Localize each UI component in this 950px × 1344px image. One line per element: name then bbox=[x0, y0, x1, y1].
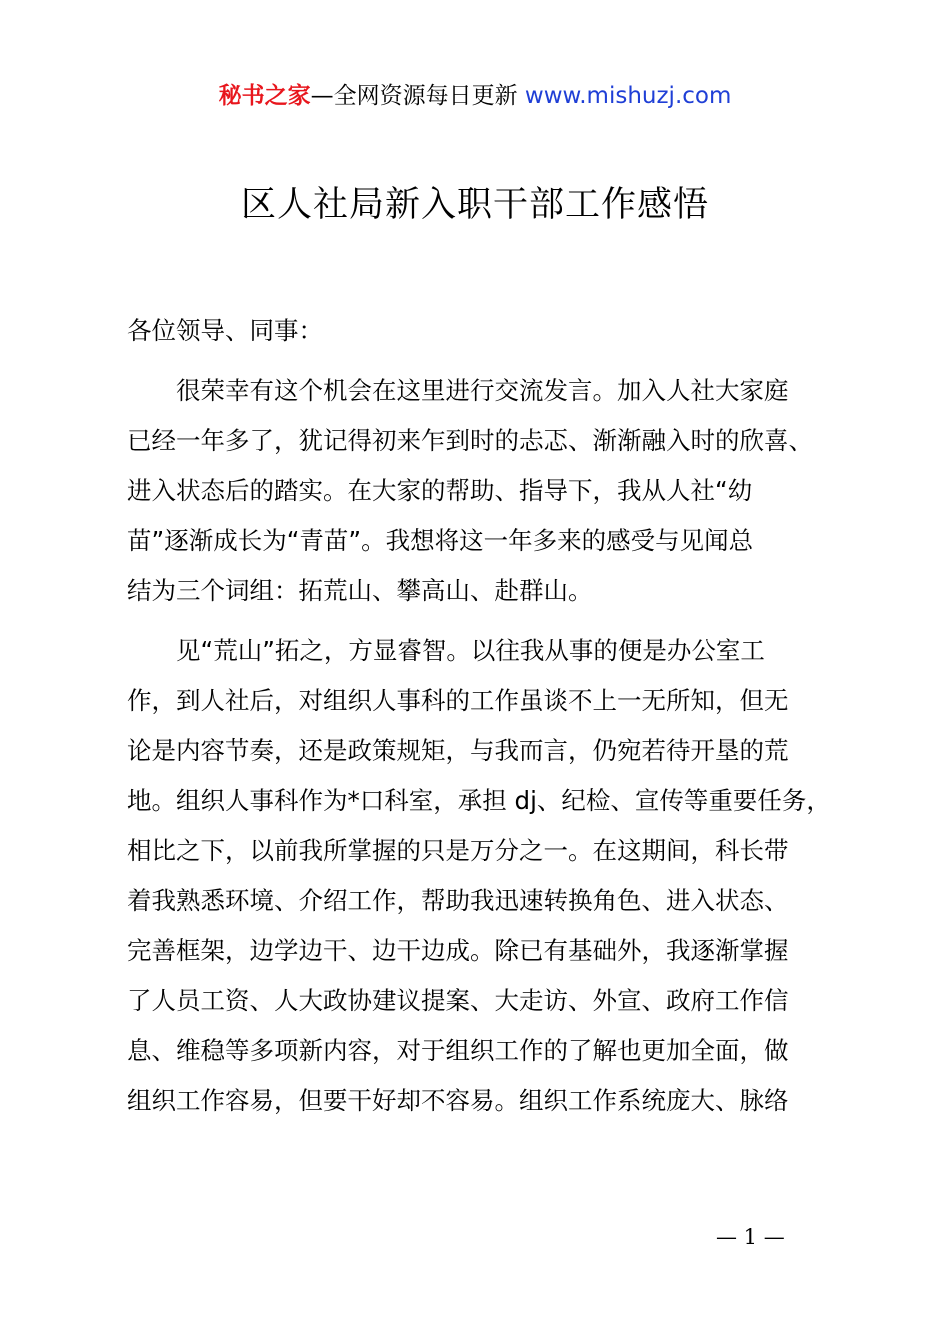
page-number: — 1 — bbox=[716, 1225, 785, 1249]
document-title: 区人社局新入职干部工作感悟 bbox=[240, 185, 709, 225]
paragraph-2: 见“荒山”拓之，方显睿智。以往我从事的便是办公室工 作，到人社后，对组织人事科的工作虽谈不上一无所知，但无 论是内容节奏，还是政策规矩，与我而言，仍宛若待开垦的荒 地。组织人事科作为*口科室，承担 dj、纪检、宣传等重要任务， 相比之下，以前我所掌握的只是万分之一。在这期间，科长带 着我熟悉环境、介绍工作，帮助我迅速转换角色、进入状态、 完善框架，边学边干、边干边成。除已有基础外，我逐渐掌握 了人员工资、人大政协建议提案、大走访、外宣、政府工作信 息、维稳等多项新内容，对于组织工作的了解也更加全面，做 组织工作容易，但要干好却不容易。组织工作系统庞大、脉络 bbox=[127, 636, 831, 1115]
site-url-link[interactable]: www.mishuzj.com bbox=[524, 83, 732, 109]
header-tagline: —全网资源每日更新 bbox=[310, 83, 525, 109]
document-body bbox=[127, 306, 837, 1136]
salutation: 各位领导、同事： bbox=[127, 316, 323, 345]
brand-name: 秘书之家 bbox=[218, 83, 311, 109]
site-header bbox=[0, 80, 950, 112]
paragraph-1: 很荣幸有这个机会在这里进行交流发言。加入人社大家庭 已经一年多了，犹记得初来乍到时的忐忑、渐渐融入时的欣喜、 进入状态后的踏实。在大家的帮助、指导下，我从人社“幼 苗”逐渐成长为“青苗”。我想将这一年多来的感受与见闻总 结为三个词组：拓荒山、攀高山、赴群山。 bbox=[127, 376, 813, 605]
